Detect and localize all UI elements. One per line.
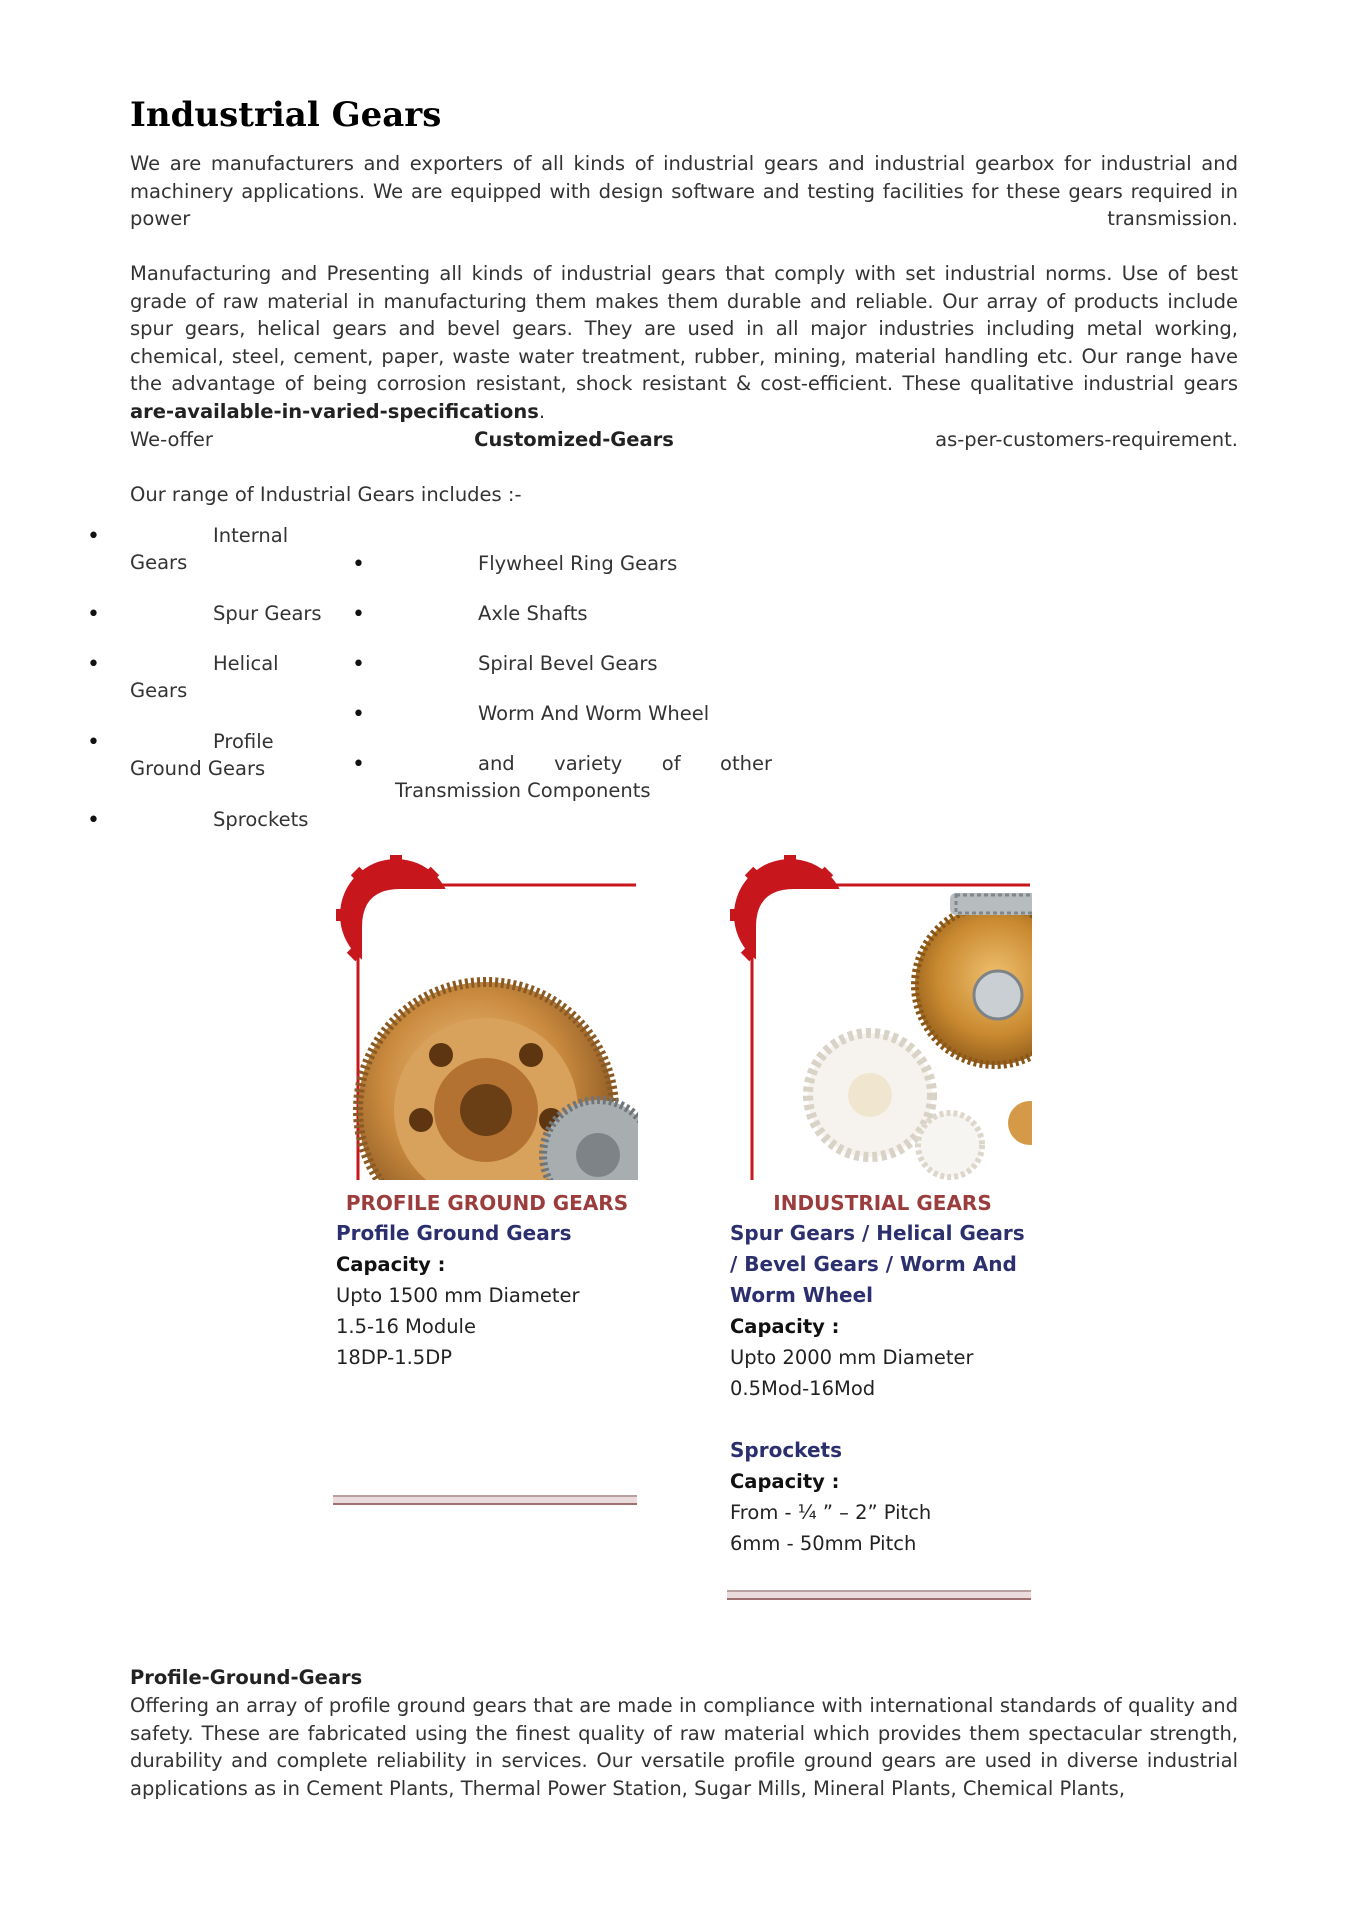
list-item: Spiral Bevel Gears xyxy=(478,652,658,675)
bullet: • xyxy=(87,730,100,755)
products-text: Manufacturing and Presenting all kinds of industrial gears that comply with set industrial norms. Use of best grade of raw material in manufacturing them makes them durable and reliable. Our array of products include spur gears, helical gears and bevel gears. They are used in all major industries including metal working, chemical, steel, cement, paper, waste water treatment, rubber, mining, material handling etc. Our range have the advantage of being corrosion resistant, shock resistant & cost-efficient. These qualitative industrial gears xyxy=(130,262,1238,396)
capacity-line: From - ¼ ” – 2” Pitch xyxy=(730,1501,932,1524)
card-subheading: / Bevel Gears / Worm And xyxy=(730,1252,1017,1276)
card-subheading: Spur Gears / Helical Gears xyxy=(730,1221,1025,1245)
card-heading: PROFILE GROUND GEARS xyxy=(345,1191,629,1215)
list-item: Profile xyxy=(213,730,274,753)
capacity-line: Upto 1500 mm Diameter xyxy=(336,1284,580,1307)
list-item: Sprockets xyxy=(213,808,309,831)
list-word: other xyxy=(720,752,772,775)
intro-word-right: transmission. xyxy=(1107,207,1238,231)
list-item-cont: Ground Gears xyxy=(130,757,266,780)
card-divider xyxy=(333,1495,637,1505)
list-word: and xyxy=(478,752,515,775)
capacity-line: 1.5-16 Module xyxy=(336,1315,476,1338)
list-item xyxy=(478,750,772,777)
capacity-line: 18DP-1.5DP xyxy=(336,1346,452,1369)
products-paragraph xyxy=(130,260,1238,426)
offer-right: as-per-customers-requirement. xyxy=(935,428,1238,451)
offer-customized-gears: Customized-Gears xyxy=(474,428,674,451)
list-item: Internal xyxy=(213,524,289,547)
list-item: Spur Gears xyxy=(213,602,322,625)
list-item-cont: Transmission Components xyxy=(395,779,651,802)
intro-line-3 xyxy=(130,205,1238,233)
bullet: • xyxy=(87,652,100,677)
section-heading: Profile-Ground-Gears xyxy=(130,1666,363,1689)
list-item-cont: Gears xyxy=(130,551,188,574)
bullet: • xyxy=(352,702,365,727)
capacity-label: Capacity : xyxy=(730,1315,840,1338)
industrial-gears-image xyxy=(730,855,1032,1180)
intro-line-1: We are manufacturers and exporters of all kinds of industrial gears and industrial gearbox for industrial and xyxy=(130,152,1238,175)
capacity-line: Upto 2000 mm Diameter xyxy=(730,1346,974,1369)
list-word: of xyxy=(661,752,681,775)
list-item: Worm And Worm Wheel xyxy=(478,702,710,725)
sprockets-heading: Sprockets xyxy=(730,1438,842,1462)
offer-line xyxy=(130,426,1238,454)
bullet: • xyxy=(87,602,100,627)
bullet: • xyxy=(87,524,100,549)
offer-left: We-offer xyxy=(130,428,213,451)
card-profile-ground-gears xyxy=(336,1188,638,1373)
list-item-cont: Gears xyxy=(130,679,188,702)
card-heading: INDUSTRIAL GEARS xyxy=(773,1191,992,1215)
bullet: • xyxy=(352,552,365,577)
bullet: • xyxy=(352,602,365,627)
gear-frame-graphic xyxy=(336,855,638,1180)
list-word: variety xyxy=(554,752,623,775)
intro-word-left: power xyxy=(130,207,191,231)
capacity-line: 6mm - 50mm Pitch xyxy=(730,1532,917,1555)
page-title: Industrial Gears xyxy=(130,95,442,135)
intro-line-2: machinery applications. We are equipped with design software and testing facilities for these gears required in xyxy=(130,179,1238,203)
section-body: Offering an array of profile ground gears that are made in compliance with international standards of quality and safety. These are fabricated using the finest quality of raw material which provides them spectacular strength, durability and complete reliability in services. Our versatile profile ground gears are used in diverse industrial applications as in Cement Plants, Thermal Power Station, Sugar Mills, Mineral Plants, Chemical Plants, xyxy=(130,1694,1238,1800)
products-end: . xyxy=(538,399,546,423)
card-subheading: Worm Wheel xyxy=(730,1283,874,1307)
profile-ground-gears-image xyxy=(336,855,638,1180)
specifications-bold: are-available-in-varied-specifications xyxy=(130,399,539,423)
range-intro: Our range of Industrial Gears includes :- xyxy=(130,483,522,506)
gear-frame-graphic xyxy=(730,855,1032,1180)
list-item: Axle Shafts xyxy=(478,602,588,625)
card-subheading: Profile Ground Gears xyxy=(336,1221,572,1245)
bullet: • xyxy=(352,752,365,777)
card-industrial-gears xyxy=(730,1188,1035,1559)
list-item: Helical xyxy=(213,652,279,675)
bullet: • xyxy=(87,808,100,833)
list-item: Flywheel Ring Gears xyxy=(478,552,678,575)
bullet: • xyxy=(352,652,365,677)
intro-paragraph xyxy=(130,150,1238,233)
capacity-label: Capacity : xyxy=(336,1253,446,1276)
section-profile-ground-gears xyxy=(130,1664,1238,1692)
card-divider xyxy=(727,1590,1031,1600)
capacity-line: 0.5Mod-16Mod xyxy=(730,1377,876,1400)
capacity-label: Capacity : xyxy=(730,1470,840,1493)
